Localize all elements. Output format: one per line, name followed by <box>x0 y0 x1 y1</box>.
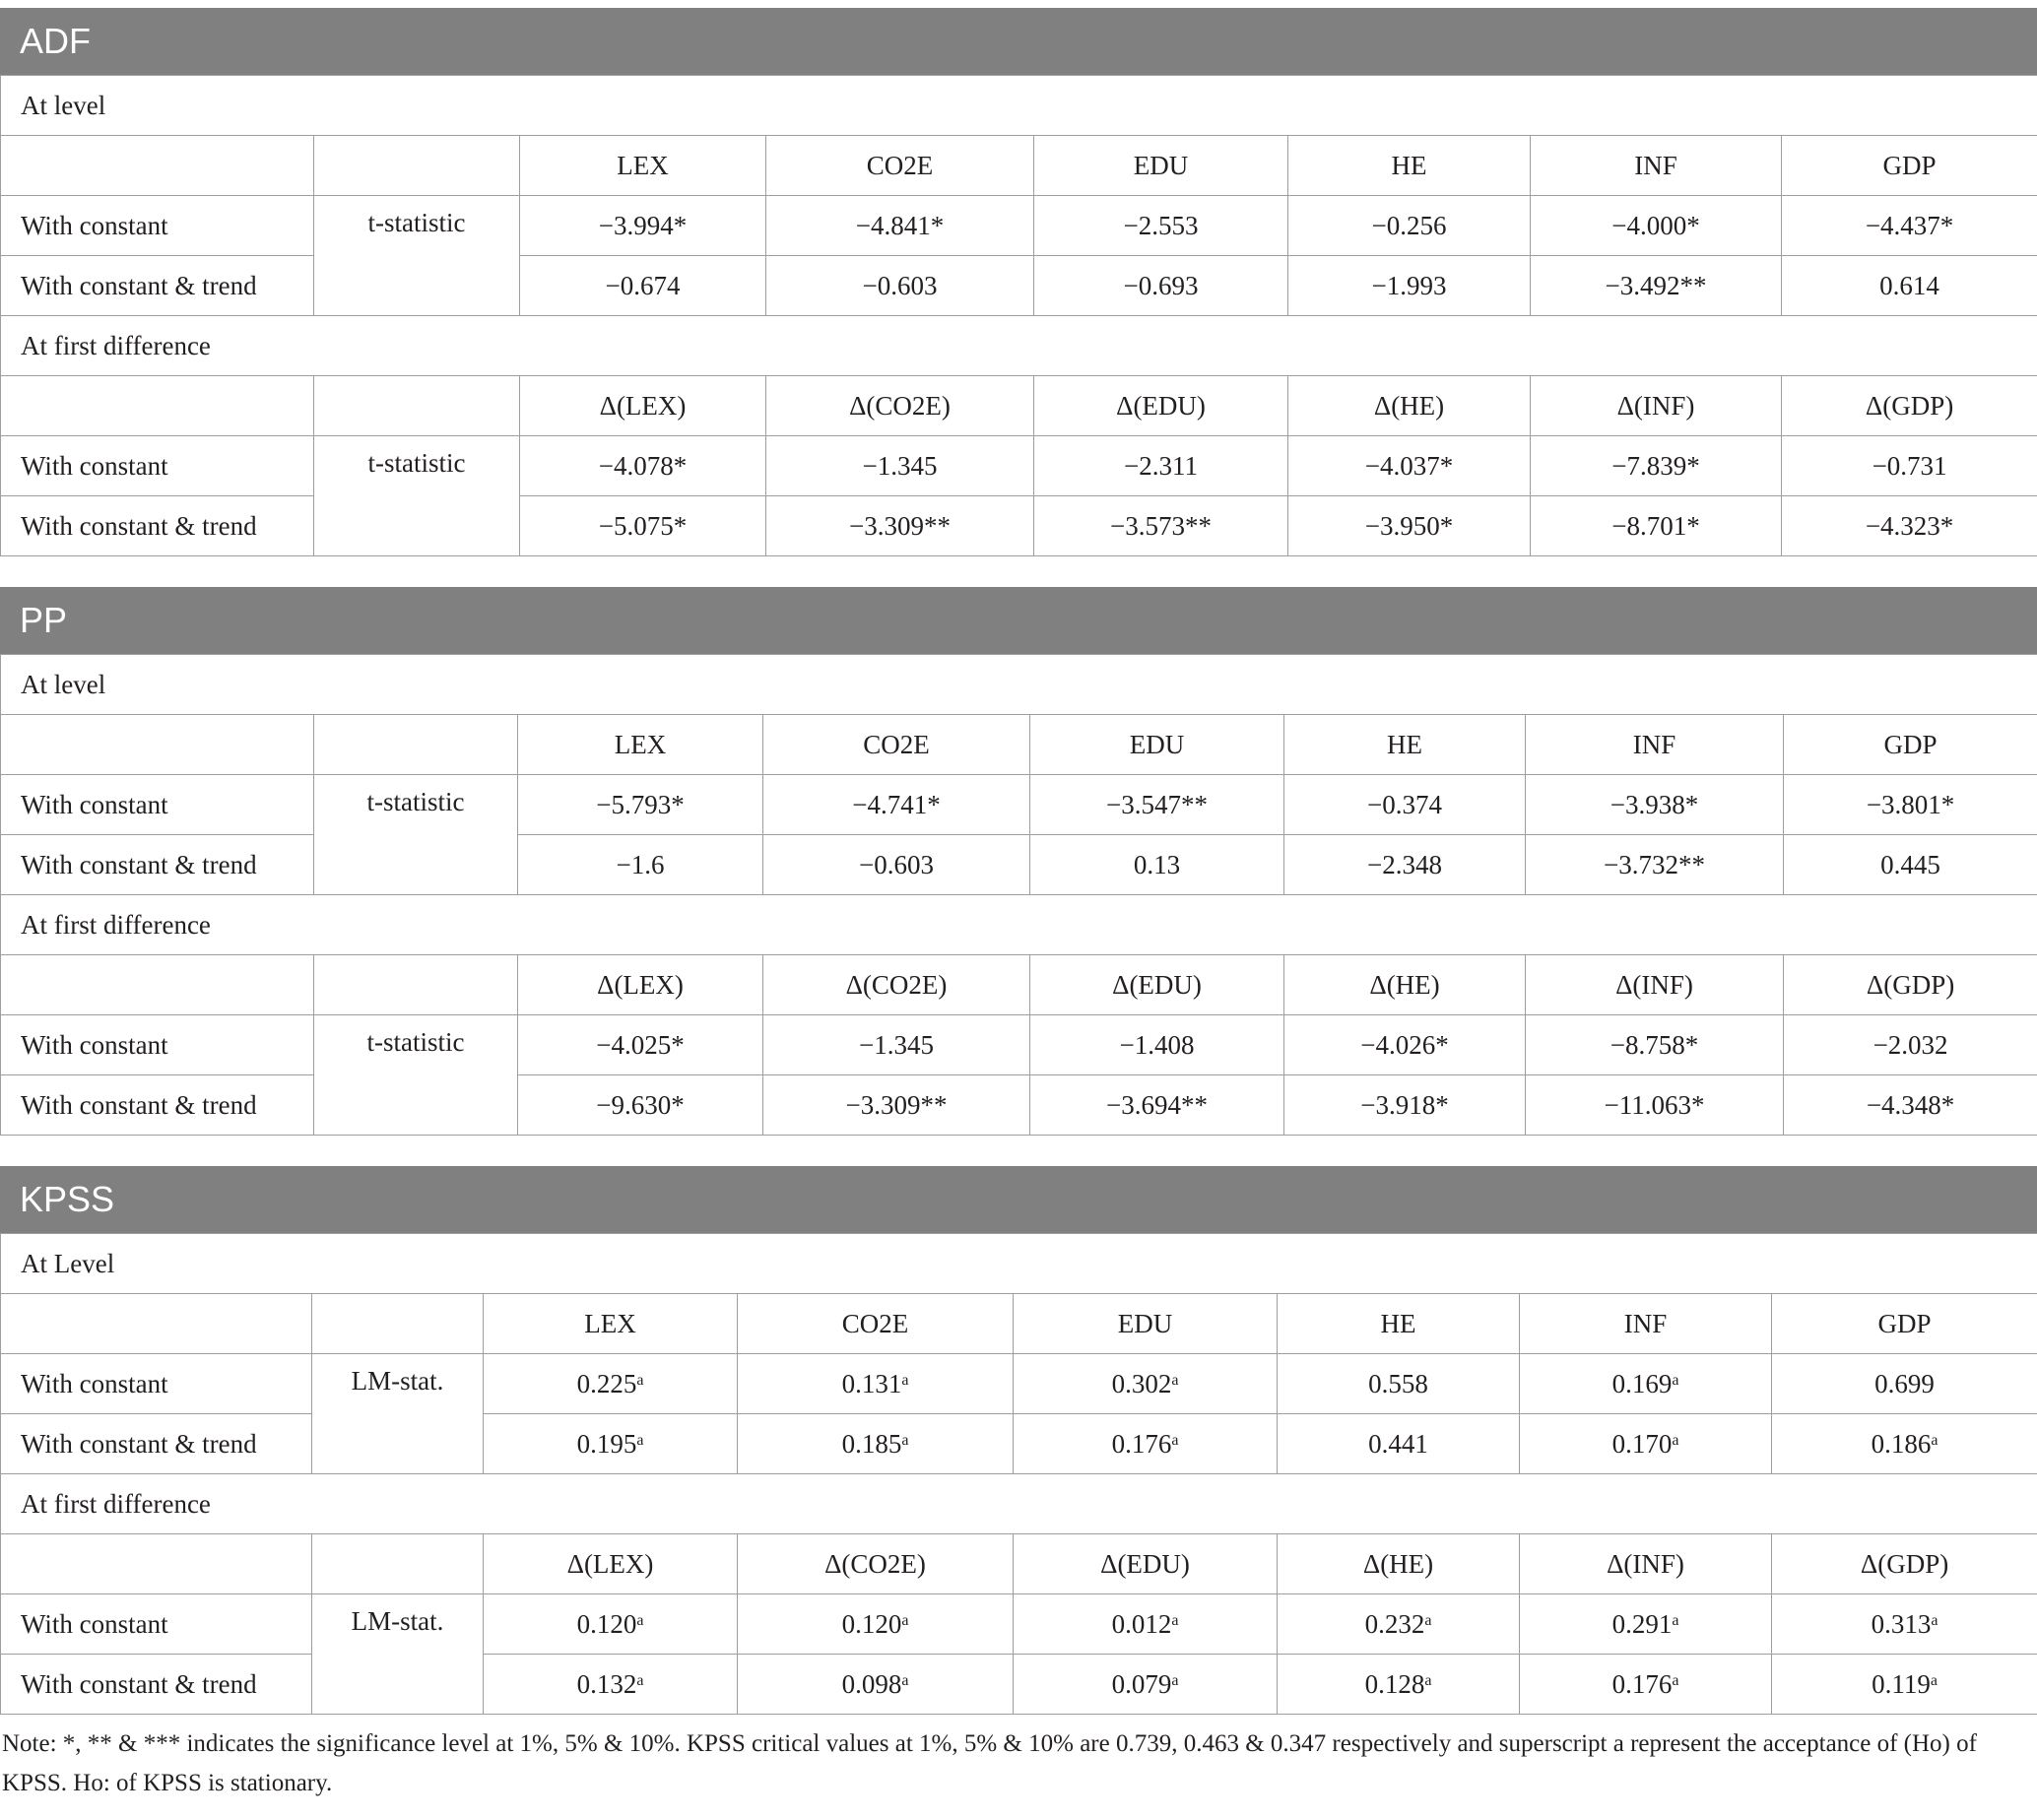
section-title: ADF <box>0 8 2037 75</box>
empty-cell <box>314 376 520 436</box>
superscript-a: a <box>1930 1671 1938 1689</box>
row-label: With constant & trend <box>1 256 314 316</box>
table-cell: 0.445 <box>1784 835 2037 895</box>
table-cell: 0.13 <box>1030 835 1284 895</box>
column-header: EDU <box>1014 1294 1278 1354</box>
table-cell <box>738 1655 1014 1715</box>
cell-value: 0.558 <box>1368 1368 1428 1398</box>
table-cell: −4.000* <box>1531 196 1782 256</box>
table-cell: −4.348* <box>1784 1075 2037 1136</box>
cell-value: 0.012 <box>1111 1608 1172 1639</box>
results-table <box>0 654 2037 1136</box>
column-header: Δ(CO2E) <box>738 1534 1014 1594</box>
cell-value: 0.176 <box>1611 1668 1673 1699</box>
table-cell <box>1278 1414 1520 1474</box>
table-cell <box>484 1594 738 1655</box>
table-cell <box>484 1414 738 1474</box>
superscript-a: a <box>1672 1371 1679 1389</box>
table-cell <box>1014 1655 1278 1715</box>
table-cell: −3.573** <box>1034 496 1288 556</box>
row-label: With constant & trend <box>1 1075 314 1136</box>
superscript-a: a <box>901 1371 909 1389</box>
column-header: LEX <box>484 1294 738 1354</box>
table-cell <box>484 1655 738 1715</box>
table-cell: −3.994* <box>520 196 766 256</box>
table-cell: −2.553 <box>1034 196 1288 256</box>
cell-value: 0.441 <box>1368 1428 1428 1459</box>
table-cell: −3.309** <box>763 1075 1030 1136</box>
cell-value: 0.699 <box>1874 1368 1935 1398</box>
column-header: LEX <box>518 715 763 775</box>
column-header: EDU <box>1030 715 1284 775</box>
superscript-a: a <box>1424 1671 1432 1689</box>
table-cell <box>1278 1594 1520 1655</box>
table-cell <box>1772 1655 2037 1715</box>
row-label: With constant <box>1 196 314 256</box>
table-cell: −0.256 <box>1288 196 1531 256</box>
row-label: With constant <box>1 1354 312 1414</box>
column-header: HE <box>1288 136 1531 196</box>
row-label: With constant <box>1 775 314 835</box>
kpss-section <box>0 1166 2037 1715</box>
column-header: HE <box>1284 715 1526 775</box>
superscript-a: a <box>636 1611 644 1629</box>
column-header: GDP <box>1782 136 2037 196</box>
superscript-a: a <box>1931 1611 1938 1629</box>
table-cell <box>1014 1354 1278 1414</box>
column-header: Δ(LEX) <box>484 1534 738 1594</box>
column-header: EDU <box>1034 136 1288 196</box>
cell-value: 0.131 <box>841 1368 902 1398</box>
table-cell: −1.408 <box>1030 1015 1284 1075</box>
column-header: Δ(HE) <box>1278 1534 1520 1594</box>
table-cell <box>1520 1594 1772 1655</box>
column-header: CO2E <box>738 1294 1014 1354</box>
column-header: Δ(INF) <box>1526 955 1784 1015</box>
table-cell: −4.078* <box>520 436 766 496</box>
column-header: INF <box>1531 136 1782 196</box>
block-label: At Level <box>1 1234 2037 1294</box>
table-cell: −4.841* <box>766 196 1034 256</box>
superscript-a: a <box>1424 1611 1432 1629</box>
table-cell <box>1278 1655 1520 1715</box>
cell-value: 0.120 <box>576 1608 637 1639</box>
superscript-a: a <box>1931 1431 1938 1449</box>
column-header: Δ(INF) <box>1520 1534 1772 1594</box>
pp-section <box>0 587 2037 1136</box>
row-label: With constant & trend <box>1 496 314 556</box>
stat-label: LM-stat. <box>312 1354 484 1474</box>
column-header: Δ(EDU) <box>1030 955 1284 1015</box>
empty-cell <box>312 1294 484 1354</box>
empty-cell <box>1 715 314 775</box>
superscript-a: a <box>1672 1671 1679 1689</box>
superscript-a: a <box>1672 1611 1679 1629</box>
table-cell: −8.758* <box>1526 1015 1784 1075</box>
block-label: At first difference <box>1 316 2037 376</box>
row-label: With constant <box>1 1015 314 1075</box>
results-table <box>0 1233 2037 1715</box>
empty-cell <box>1 1534 312 1594</box>
table-cell <box>738 1354 1014 1414</box>
table-cell: −8.701* <box>1531 496 1782 556</box>
cell-value: 0.098 <box>841 1668 902 1699</box>
column-header: HE <box>1278 1294 1520 1354</box>
column-header: Δ(LEX) <box>518 955 763 1015</box>
table-cell: −4.026* <box>1284 1015 1526 1075</box>
column-header: Δ(GDP) <box>1784 955 2037 1015</box>
section-title: KPSS <box>0 1166 2037 1233</box>
table-cell: −5.793* <box>518 775 763 835</box>
table-cell: −11.063* <box>1526 1075 1784 1136</box>
table-cell: −3.309** <box>766 496 1034 556</box>
cell-value: 0.302 <box>1111 1368 1172 1398</box>
block-label: At first difference <box>1 895 2037 955</box>
superscript-a: a <box>1672 1431 1679 1449</box>
column-header: Δ(HE) <box>1284 955 1526 1015</box>
unit-root-test-table <box>0 8 2037 1803</box>
table-cell: −1.345 <box>766 436 1034 496</box>
table-footnote: Note: *, ** & *** indicates the significance level at 1%, 5% & 10%. KPSS critical values at 1%, 5% & 10% are 0.739, 0.463 & 0.347 respectively and superscript a represent the acceptance of (Ho) of KPSS. Ho: of KPSS is stationary. <box>2 1730 1977 1796</box>
superscript-a: a <box>1171 1611 1179 1629</box>
table-cell: −1.993 <box>1288 256 1531 316</box>
column-header: CO2E <box>766 136 1034 196</box>
table-cell: −0.731 <box>1782 436 2037 496</box>
table-cell <box>1278 1354 1520 1414</box>
block-label: At first difference <box>1 1474 2037 1534</box>
column-header: INF <box>1526 715 1784 775</box>
table-cell: −2.032 <box>1784 1015 2037 1075</box>
table-cell: −3.918* <box>1284 1075 1526 1136</box>
column-header: Δ(CO2E) <box>766 376 1034 436</box>
column-header: Δ(EDU) <box>1014 1534 1278 1594</box>
table-cell: −3.547** <box>1030 775 1284 835</box>
column-header: GDP <box>1772 1294 2037 1354</box>
column-header: INF <box>1520 1294 1772 1354</box>
table-cell: −0.374 <box>1284 775 1526 835</box>
cell-value: 0.195 <box>576 1428 637 1459</box>
table-cell: −2.311 <box>1034 436 1288 496</box>
cell-value: 0.132 <box>576 1668 637 1699</box>
row-label: With constant <box>1 436 314 496</box>
superscript-a: a <box>901 1611 909 1629</box>
cell-value: 0.313 <box>1871 1608 1932 1639</box>
stat-label: t-statistic <box>314 775 518 895</box>
row-label: With constant & trend <box>1 1414 312 1474</box>
superscript-a: a <box>1171 1671 1179 1689</box>
column-header: Δ(GDP) <box>1782 376 2037 436</box>
stat-label: t-statistic <box>314 196 520 316</box>
column-header: Δ(LEX) <box>520 376 766 436</box>
table-cell: −3.732** <box>1526 835 1784 895</box>
empty-cell <box>314 955 518 1015</box>
table-cell <box>738 1414 1014 1474</box>
table-cell <box>738 1594 1014 1655</box>
table-cell: −0.693 <box>1034 256 1288 316</box>
table-cell <box>1014 1414 1278 1474</box>
table-cell: −3.950* <box>1288 496 1531 556</box>
block-label: At level <box>1 655 2037 715</box>
cell-value: 0.185 <box>841 1428 902 1459</box>
empty-cell <box>1 1294 312 1354</box>
table-cell: −3.801* <box>1784 775 2037 835</box>
superscript-a: a <box>901 1671 909 1689</box>
table-cell: −1.6 <box>518 835 763 895</box>
table-cell: −9.630* <box>518 1075 763 1136</box>
stat-label: t-statistic <box>314 1015 518 1136</box>
table-cell <box>1520 1655 1772 1715</box>
table-cell <box>1772 1354 2037 1414</box>
column-header: Δ(INF) <box>1531 376 1782 436</box>
table-cell: −4.323* <box>1782 496 2037 556</box>
cell-value: 0.119 <box>1872 1668 1931 1699</box>
superscript-a: a <box>636 1371 644 1389</box>
superscript-a: a <box>636 1671 644 1689</box>
empty-cell <box>312 1534 484 1594</box>
column-header: Δ(EDU) <box>1034 376 1288 436</box>
table-cell: −7.839* <box>1531 436 1782 496</box>
empty-cell <box>314 136 520 196</box>
column-header: CO2E <box>763 715 1030 775</box>
column-header: Δ(GDP) <box>1772 1534 2037 1594</box>
stat-label: t-statistic <box>314 436 520 556</box>
empty-cell <box>1 955 314 1015</box>
cell-value: 0.176 <box>1111 1428 1172 1459</box>
cell-value: 0.079 <box>1111 1668 1172 1699</box>
table-cell: −3.938* <box>1526 775 1784 835</box>
results-table <box>0 75 2037 556</box>
table-cell: −1.345 <box>763 1015 1030 1075</box>
table-cell <box>1520 1414 1772 1474</box>
row-label: With constant <box>1 1594 312 1655</box>
superscript-a: a <box>636 1431 644 1449</box>
superscript-a: a <box>1171 1431 1179 1449</box>
superscript-a: a <box>901 1431 909 1449</box>
cell-value: 0.186 <box>1871 1428 1932 1459</box>
table-cell: −2.348 <box>1284 835 1526 895</box>
table-cell <box>1772 1594 2037 1655</box>
table-cell <box>1772 1414 2037 1474</box>
column-header: LEX <box>520 136 766 196</box>
empty-cell <box>1 376 314 436</box>
cell-value: 0.225 <box>576 1368 637 1398</box>
table-cell: −4.437* <box>1782 196 2037 256</box>
table-cell: 0.614 <box>1782 256 2037 316</box>
table-cell: −0.674 <box>520 256 766 316</box>
block-label: At level <box>1 76 2037 136</box>
cell-value: 0.128 <box>1364 1668 1425 1699</box>
cell-value: 0.232 <box>1364 1608 1425 1639</box>
row-label: With constant & trend <box>1 835 314 895</box>
column-header: Δ(CO2E) <box>763 955 1030 1015</box>
empty-cell <box>1 136 314 196</box>
table-cell: −0.603 <box>766 256 1034 316</box>
section-title: PP <box>0 587 2037 654</box>
table-cell: −4.037* <box>1288 436 1531 496</box>
table-cell: −3.694** <box>1030 1075 1284 1136</box>
table-cell <box>1520 1354 1772 1414</box>
table-cell: −4.025* <box>518 1015 763 1075</box>
column-header: GDP <box>1784 715 2037 775</box>
stat-label: LM-stat. <box>312 1594 484 1715</box>
table-cell <box>1014 1594 1278 1655</box>
table-cell: −0.603 <box>763 835 1030 895</box>
table-cell: −3.492** <box>1531 256 1782 316</box>
row-label: With constant & trend <box>1 1655 312 1715</box>
adf-section <box>0 8 2037 556</box>
cell-value: 0.170 <box>1611 1428 1673 1459</box>
column-header: Δ(HE) <box>1288 376 1531 436</box>
table-cell: −4.741* <box>763 775 1030 835</box>
cell-value: 0.291 <box>1611 1608 1673 1639</box>
table-cell <box>484 1354 738 1414</box>
cell-value: 0.169 <box>1611 1368 1673 1398</box>
cell-value: 0.120 <box>841 1608 902 1639</box>
empty-cell <box>314 715 518 775</box>
superscript-a: a <box>1171 1371 1179 1389</box>
table-cell: −5.075* <box>520 496 766 556</box>
